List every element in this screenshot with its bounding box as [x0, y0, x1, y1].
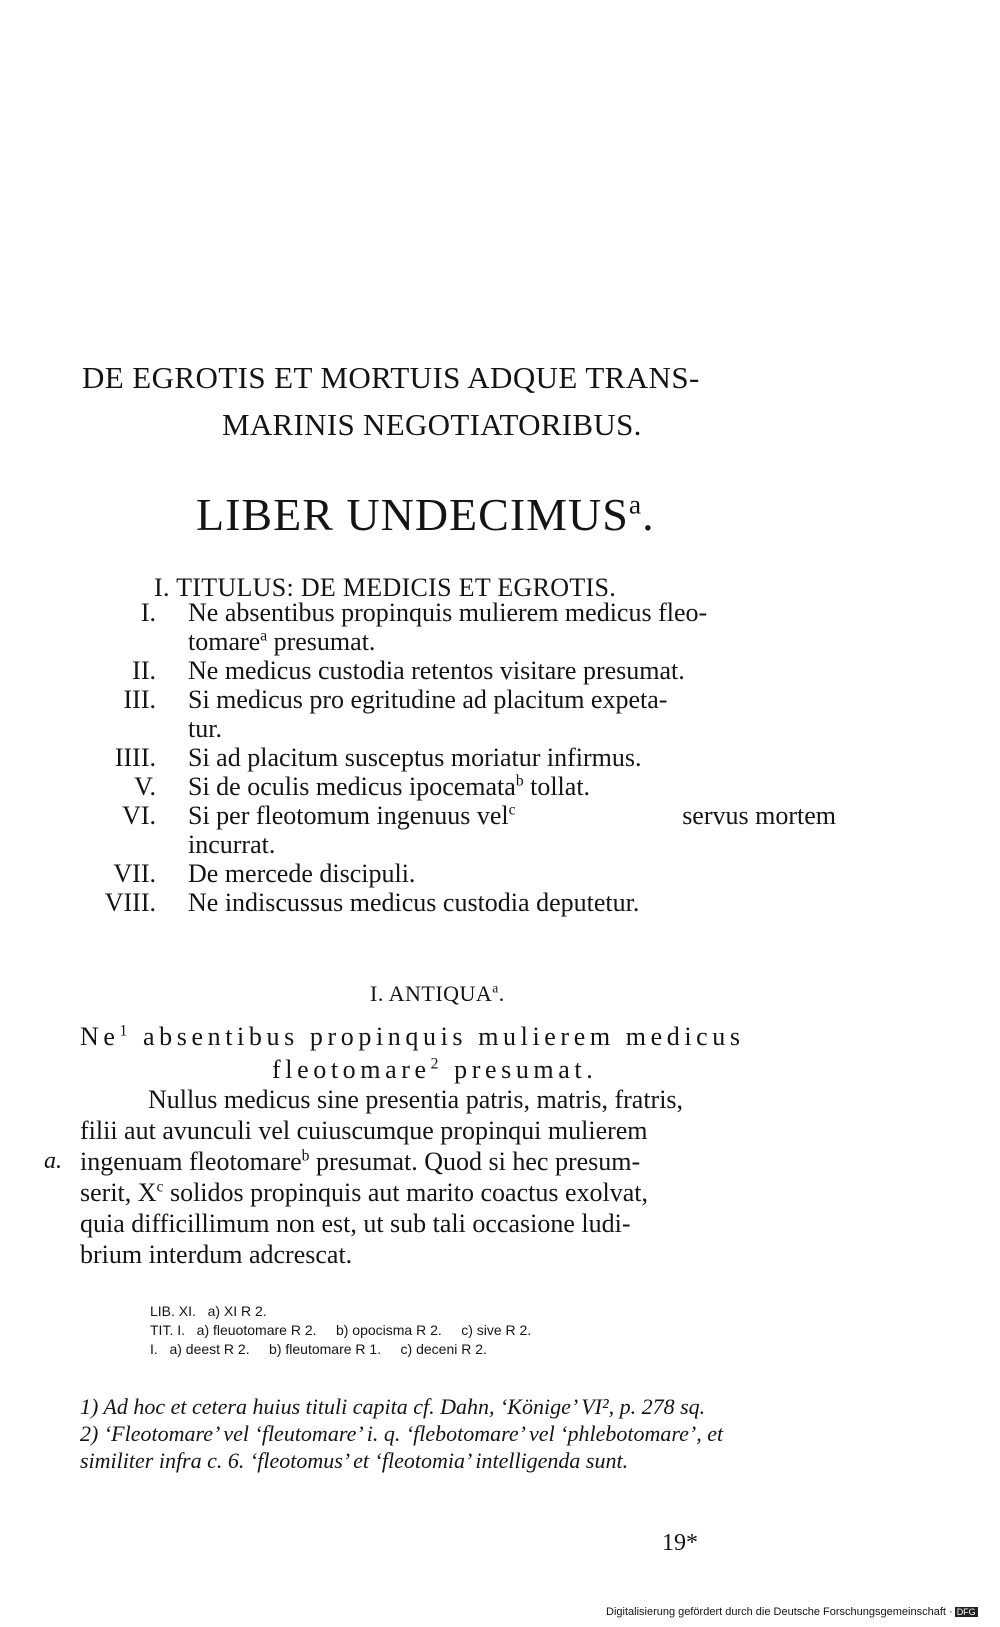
page-number: 19* — [662, 1530, 698, 1556]
footnote-line: similiter infra c. 6. ‘fleotomus’ et ‘fleotomia’ intelligenda sunt. — [80, 1448, 629, 1473]
chapter-caption-line — [272, 1055, 597, 1085]
chapter-title-text: Si per fleotomum ingenuus vel — [188, 801, 509, 830]
body-line — [80, 1178, 648, 1208]
digitization-credit — [606, 1606, 978, 1618]
note-mark: b — [515, 772, 524, 790]
chapter-title-line — [188, 685, 848, 715]
chapter-number: VIII. — [104, 888, 156, 917]
chapter-number: I. — [140, 598, 156, 627]
note-mark: a — [260, 627, 268, 645]
apparatus-line: LIB. XI. a) XI R 2. — [150, 1303, 267, 1319]
book-title-text: LIBER UNDECIMUS — [196, 489, 629, 540]
margin-mark: a. — [44, 1148, 62, 1174]
heading-line-1: DE EGROTIS ET MORTUIS ADQUE TRANS- — [82, 360, 700, 395]
chapter-title-line — [188, 772, 590, 802]
chapter-number: IIII. — [114, 743, 156, 772]
body-text: presumat. Quod si hec presum- — [309, 1147, 641, 1176]
chapter-title-line — [188, 801, 836, 831]
footnote-mark: 1 — [119, 1022, 132, 1040]
chapter-title-line: Si ad placitum susceptus moriatur infirmus. — [188, 743, 642, 772]
chapter-title-text — [188, 801, 516, 831]
note-mark: a — [492, 980, 499, 996]
chapter-title-text: presumat. — [267, 627, 376, 656]
chapter-title-line: tur. — [188, 714, 222, 743]
chapter-title-text: servus mortem — [682, 801, 836, 830]
body-line: brium interdum adcrescat. — [80, 1240, 353, 1269]
chapter-title-line — [188, 598, 848, 628]
apparatus-line: I. a) deest R 2. b) fleutomare R 1. c) deceni R 2. — [150, 1341, 487, 1357]
chapter-number: V. — [134, 772, 156, 801]
caption-text: presumat. — [443, 1055, 598, 1084]
chapter-title-text: tomare — [188, 627, 261, 656]
heading-line-2: MARINIS NEGOTIATORIBUS. — [222, 407, 642, 442]
book-title-note-mark: a — [628, 488, 643, 520]
chapter-title-line: De mercede discipuli. — [188, 859, 416, 888]
chapter-caption-line — [80, 1022, 745, 1052]
body-line: filii aut avunculi vel cuiuscumque propinqui mulierem — [80, 1116, 648, 1145]
book-title — [196, 488, 655, 541]
caption-text: Ne — [80, 1022, 120, 1051]
caption-text: absentibus propinquis mulierem medicus — [131, 1022, 745, 1051]
footnote-line: 2) ‘Fleotomare’ vel ‘fleutomare’ i. q. ‘flebotomare’ vel ‘phlebotomare’, et — [80, 1421, 724, 1446]
chapter-title-line: Ne medicus custodia retentos visitare presumat. — [188, 656, 685, 685]
dfg-logo-icon: DFG — [956, 1607, 976, 1617]
antiqua-heading — [370, 981, 505, 1007]
footnote-mark: 2 — [430, 1055, 444, 1073]
chapter-number: III. — [123, 685, 156, 714]
note-mark: c — [156, 1178, 164, 1196]
chapter-title-text: Ne absentibus propinquis mulierem medicus fleo- — [188, 598, 708, 627]
chapter-title-line: Ne indiscussus medicus custodia deputetur. — [188, 888, 640, 917]
body-text: ingenuam fleotomare — [80, 1147, 302, 1176]
book-title-period: . — [642, 489, 655, 540]
chapter-title-text: Si medicus pro egritudine ad placitum expeta- — [188, 685, 668, 714]
footnote-line: 1) Ad hoc et cetera huius tituli capita cf. Dahn, ‘Könige’ VI², p. 278 sq. — [80, 1394, 706, 1419]
chapter-title-line — [188, 627, 375, 657]
credit-text: Digitalisierung gefördert durch die Deutsche Forschungsgemeinschaft · — [606, 1606, 953, 1618]
chapter-number: II. — [132, 656, 156, 685]
apparatus-line: TIT. I. a) fleuotomare R 2. b) opocisma R 2. c) sive R 2. — [150, 1322, 532, 1338]
caption-text: fleotomare — [272, 1055, 431, 1084]
chapter-number: VII. — [113, 859, 156, 888]
chapter-title-text: tollat. — [523, 772, 591, 801]
body-line: Nullus medicus sine presentia patris, matris, fratris, — [148, 1085, 684, 1114]
titulus-heading: I. TITULUS: DE MEDICIS ET EGROTIS. — [154, 573, 617, 602]
antiqua-text: I. ANTIQUA — [370, 981, 493, 1006]
body-text: solidos propinquis aut marito coactus exolvat, — [163, 1178, 648, 1207]
note-mark: b — [301, 1147, 310, 1165]
body-line: quia difficillimum non est, ut sub tali occasione ludi- — [80, 1209, 631, 1238]
chapter-title-line: incurrat. — [188, 830, 276, 859]
chapter-title-text: Si de oculis medicus ipocemata — [188, 772, 516, 801]
chapter-number: VI. — [122, 801, 156, 830]
body-text: serit, X — [80, 1178, 157, 1207]
antiqua-period: . — [498, 981, 505, 1006]
note-mark: c — [508, 801, 516, 819]
body-line — [80, 1147, 640, 1177]
